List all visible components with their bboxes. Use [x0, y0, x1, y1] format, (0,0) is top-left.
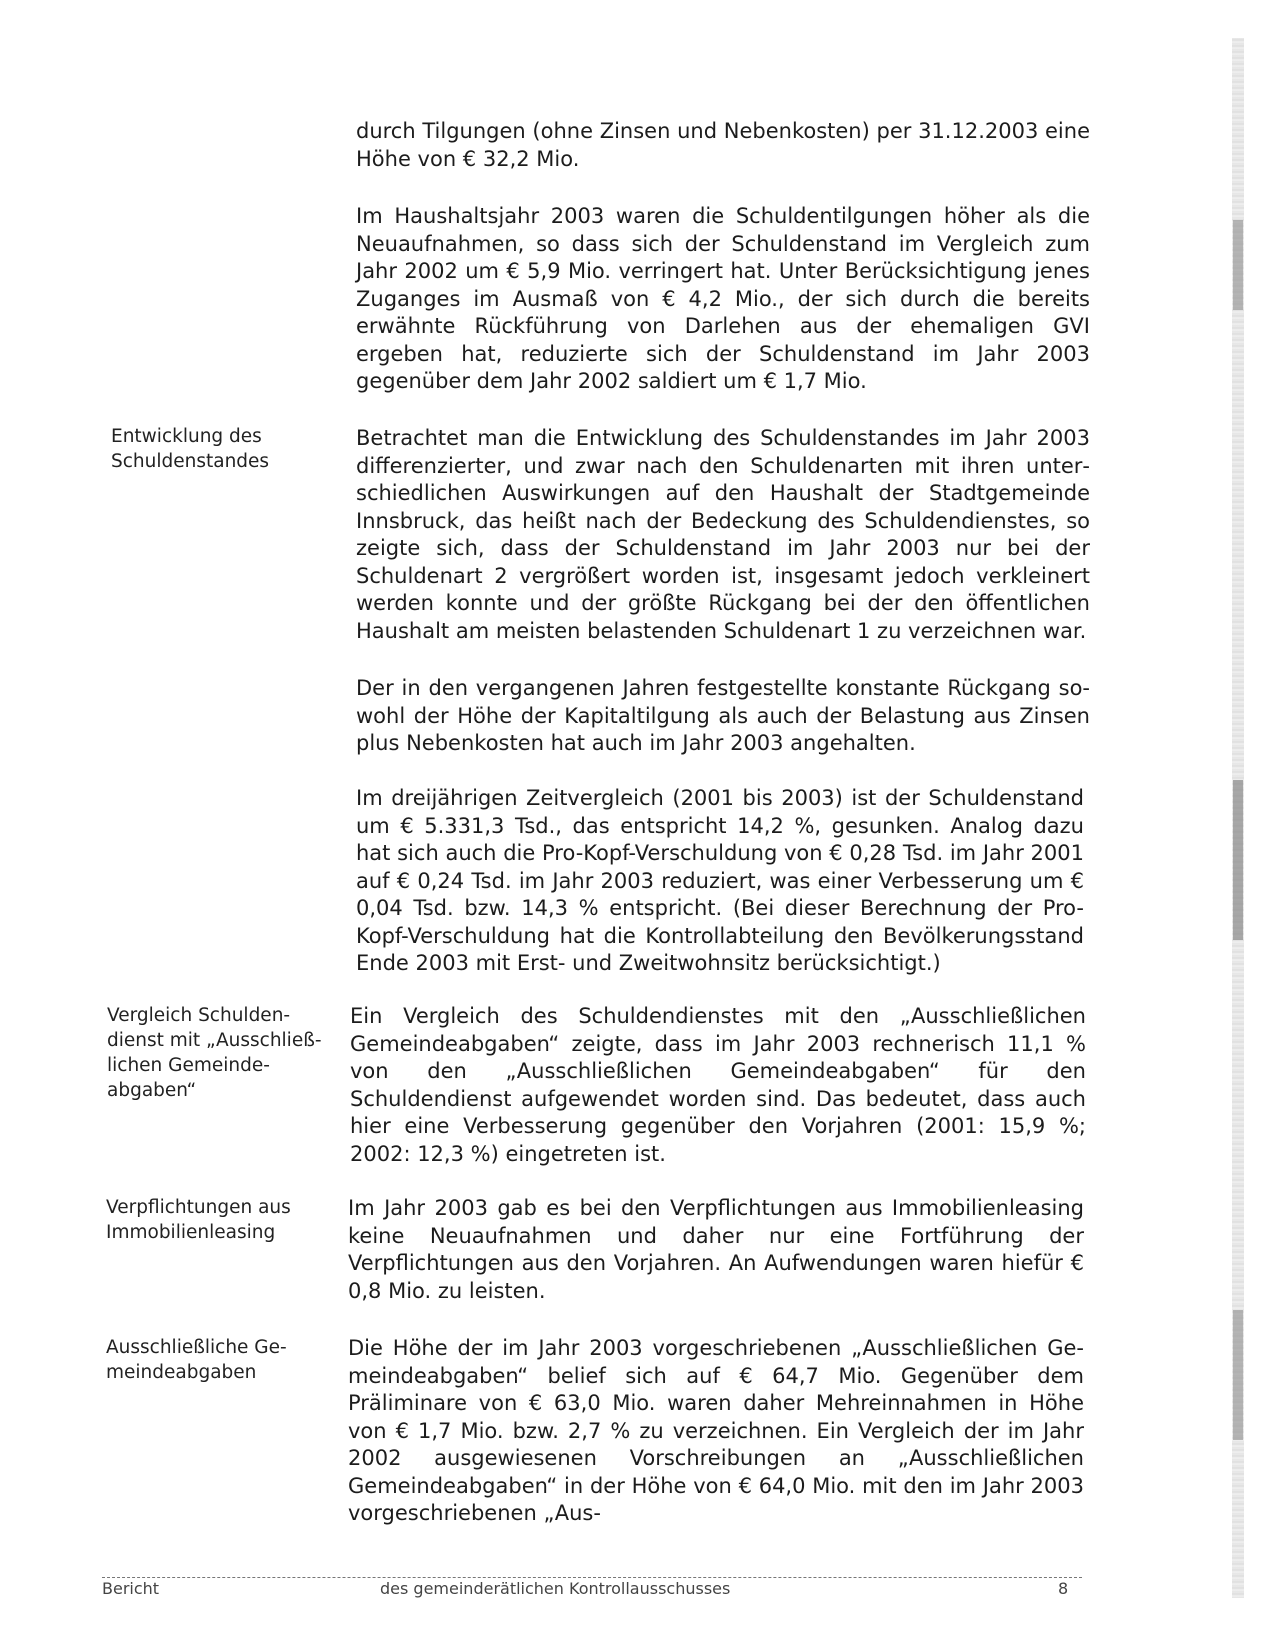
footer-center-text: des gemeinderätlichen Kontrollausschusses — [380, 1579, 731, 1598]
footer-left-text: Bericht — [102, 1579, 160, 1598]
margin-note-real-estate-leasing: Verpflichtungen aus Immobilienleasing — [106, 1197, 291, 1243]
scan-shadow-artifact — [1233, 220, 1243, 310]
margin-note-municipal-taxes: Ausschließliche Gemeindeabgaben — [106, 1337, 287, 1383]
scan-shadow-artifact — [1233, 1310, 1243, 1440]
footer-page-number: 8 — [1058, 1579, 1069, 1598]
paragraph-three-year-comparison: Im dreijährigen Zeitvergleich (2001 bis 2003) ist der Schuldenstand um € 5.331,3 Tsd., das entspricht 14,2 %, gesunken. Analog dazu hat sich auch die Pro-Kopf-Verschuldung von € 0,28 Tsd. im Jahr 2001 auf € 0,24 Tsd. im Jahr 2003 reduziert, was einer Verbesserung um € 0,04 Tsd. bzw. 14,3 % entspricht. (Bei dieser Berechnung der Pro-Kopf-Verschuldung hat die Kontrollabteilung den Bevölkerungsstand Ende 2003 mit Erst- und Zweitwohnsitz berücksichtigt.) — [356, 786, 1084, 975]
paragraph-repayment-decline: Der in den vergangenen Jahren festgestellte konstante Rückgang sowohl der Höhe der Kapitaltilgung als auch der Belastung aus Zinsen plus Nebenkosten hat auch im Jahr 2003 angehalten. — [356, 676, 1090, 755]
paragraph-debt-repayment: durch Tilgungen (ohne Zinsen und Nebenkosten) per 31.12.2003 eine Höhe von € 32,2 Mio. — [356, 119, 1090, 171]
paragraph-debt-service-comparison: Ein Vergleich des Schuldendienstes mit den „Ausschließlichen Gemeindeabgaben“ zeigte, dass im Jahr 2003 rechnerisch 11,1 % von den „Ausschließlichen Gemeindeabgaben“ für den Schuldendienst aufgewendet worden sind. Das bedeutet, dass auch hier eine Verbesserung gegenüber den Vorjahren (2001: 15,9 %; 2002: 12,3 %) eingetreten ist. — [350, 1004, 1086, 1166]
margin-note-debt-service-comparison: Vergleich Schuldendienst mit „Ausschließlichen Gemeindeabgaben“ — [107, 1005, 322, 1101]
footer-divider — [102, 1577, 1082, 1578]
scan-shadow-artifact — [1233, 780, 1243, 940]
margin-note-debt-development: Entwicklung des Schuldenstandes — [111, 426, 270, 472]
paragraph-municipal-taxes: Die Höhe der im Jahr 2003 vorgeschriebenen „Ausschließlichen Gemeindeabgaben“ belief sich auf € 64,7 Mio. Gegenüber dem Präliminare von € 63,0 Mio. waren daher Mehreinnahmen in Höhe von € 1,7 Mio. bzw. 2,7 % zu verzeichnen. Ein Vergleich der im Jahr 2002 ausgewiesenen Vorschreibungen an „Ausschließlichen Gemeindeabgaben“ in der Höhe von € 64,0 Mio. mit den im Jahr 2003 vorgeschriebenen „Aus- — [348, 1336, 1084, 1525]
paragraph-real-estate-leasing: Im Jahr 2003 gab es bei den Verpflichtungen aus Immobilienleasing keine Neuaufnahmen und daher nur eine Fortführung der Verpflichtungen aus den Vorjahren. An Aufwendungen waren hiefür € 0,8 Mio. zu leisten. — [348, 1196, 1084, 1303]
paragraph-debt-development: Betrachtet man die Entwicklung des Schuldenstandes im Jahr 2003 differenzierter, und zwar nach den Schuldenarten mit ihren unterschiedlichen Auswirkungen auf den Haushalt der Stadtgemeinde Innsbruck, das heißt nach der Bedeckung des Schuldendienstes, so zeigte sich, dass der Schuldenstand im Jahr 2003 nur bei der Schuldenart 2 vergrößert worden ist, insgesamt jedoch verkleinert werden konnte und der größte Rückgang bei der den öffentlichen Haushalt am meisten belastenden Schuldenart 1 zu verzeichnen war. — [356, 426, 1090, 643]
paragraph-budget-year-2003: Im Haushaltsjahr 2003 waren die Schuldentilgungen höher als die Neuaufnahmen, so dass sich der Schuldenstand im Vergleich zum Jahr 2002 um € 5,9 Mio. verringert hat. Unter Berücksichtigung jenes Zuganges im Ausmaß von € 4,2 Mio., der sich durch die bereits erwähnte Rückführung von Darlehen aus der ehemaligen GVI ergeben hat, reduzierte sich der Schuldenstand im Jahr 2003 gegenüber dem Jahr 2002 saldiert um € 1,7 Mio. — [356, 204, 1090, 393]
